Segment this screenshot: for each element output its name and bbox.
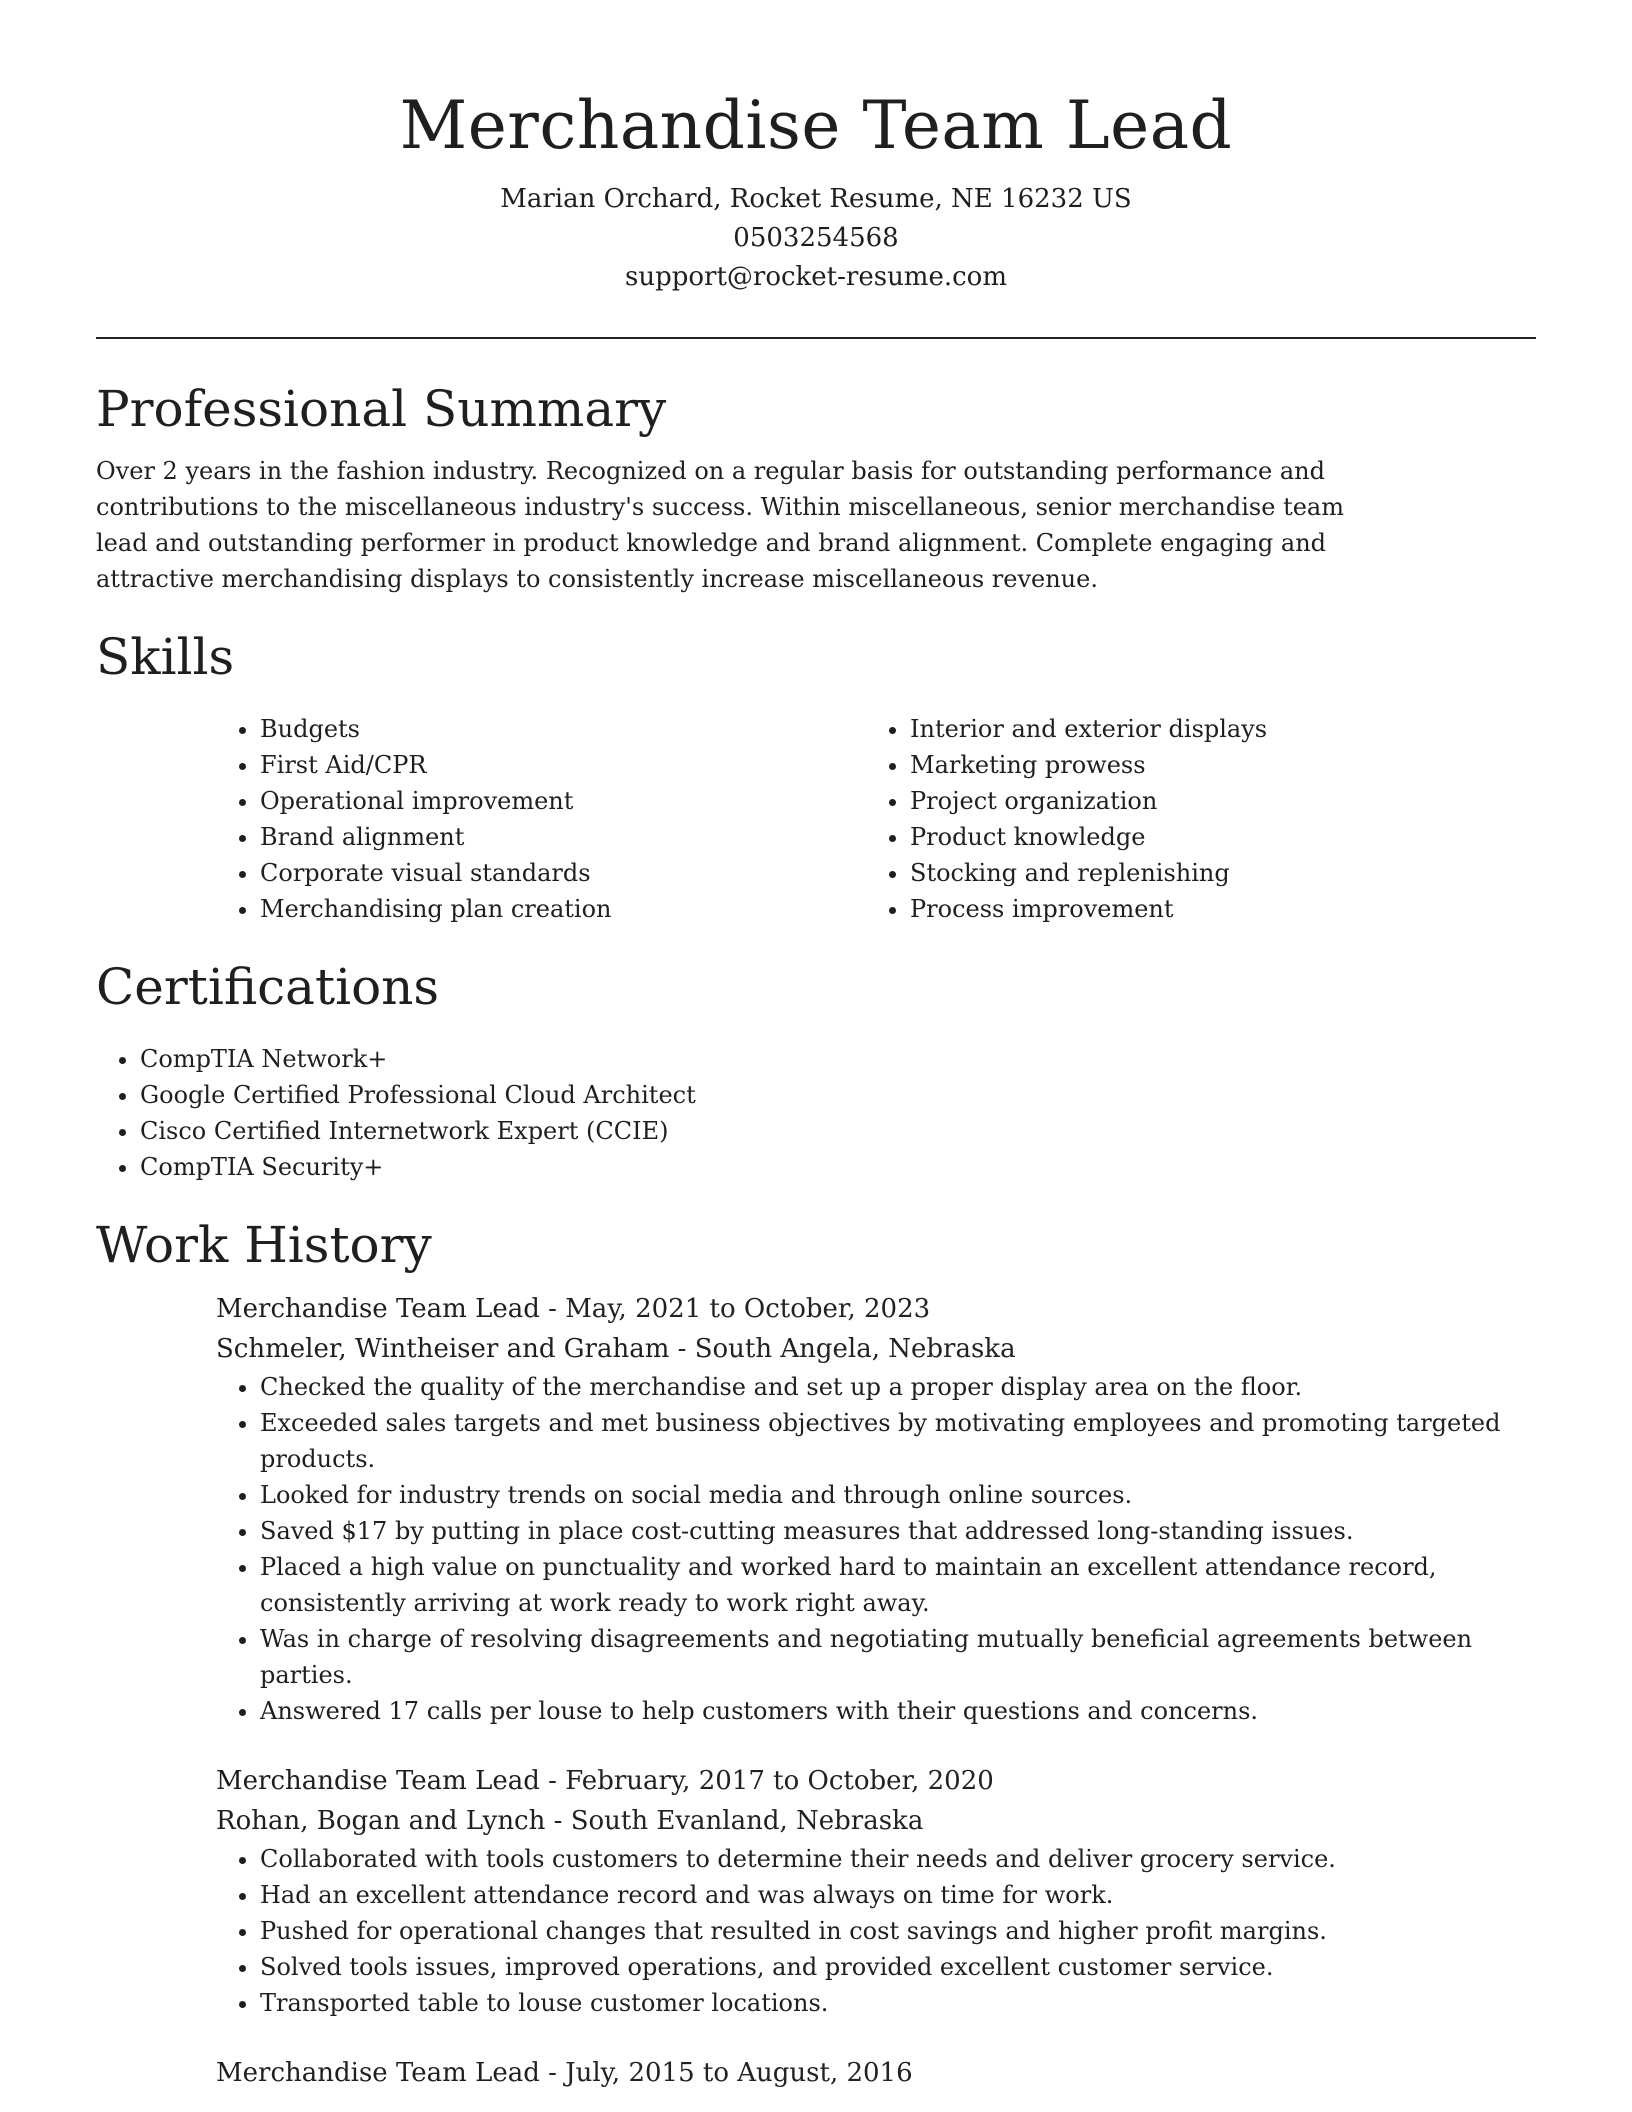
contact-block bbox=[96, 180, 1536, 297]
contact-address: Marian Orchard, Rocket Resume, NE 16232 US bbox=[500, 184, 1132, 214]
job-bullet: • Checked the quality of the merchandise and set up a proper display area on the floor. bbox=[260, 1369, 1560, 1405]
certifications-section bbox=[96, 957, 1536, 1185]
job-entry bbox=[216, 1289, 1536, 1729]
certifications-list bbox=[96, 1041, 1536, 1185]
summary-text: Over 2 years in the fashion industry. Recognized on a regular basis for outstanding performance and contributions to the miscellaneous industry's success. Within miscellaneous, senior merchandise team lead and outstanding performer in product knowledge and brand alignment. Complete engaging and attractive merchandising displays to consistently increase miscellaneous revenue. bbox=[96, 457, 1344, 593]
skills-section bbox=[96, 627, 1536, 927]
job-bullet: • Collaborated with tools customers to determine their needs and deliver grocery service. bbox=[260, 1841, 1560, 1877]
certification-item: • CompTIA Network+ bbox=[140, 1041, 1536, 1077]
job-location: - South Evanland, Nebraska bbox=[545, 1806, 924, 1836]
skills-columns bbox=[216, 711, 1536, 927]
certification-item: • CompTIA Security+ bbox=[140, 1149, 1536, 1185]
job-entry bbox=[216, 2053, 1536, 2093]
skill-item: • Marketing prowess bbox=[910, 747, 1516, 783]
skills-heading: Skills bbox=[96, 628, 235, 686]
skills-list-right bbox=[866, 711, 1516, 927]
job-bullet: • Pushed for operational changes that resulted in cost savings and higher profit margins. bbox=[260, 1913, 1560, 1949]
job-company: Schmeler, Wintheiser and Graham bbox=[216, 1334, 670, 1364]
work-history-section bbox=[96, 1215, 1536, 2093]
skill-item: • Budgets bbox=[260, 711, 866, 747]
skill-item: • Product knowledge bbox=[910, 819, 1516, 855]
work-history-heading: Work History bbox=[96, 1216, 432, 1274]
job-bullet: • Solved tools issues, improved operations, and provided excellent customer service. bbox=[260, 1949, 1560, 1985]
skill-item: • Project organization bbox=[910, 783, 1516, 819]
contact-phone: 0503254568 bbox=[733, 223, 899, 253]
job-company-line bbox=[216, 1801, 1536, 1841]
job-title-line bbox=[216, 1761, 1536, 1801]
skills-list-left bbox=[216, 711, 866, 927]
skill-item: • Process improvement bbox=[910, 891, 1516, 927]
job-bullets bbox=[216, 1841, 1560, 2021]
skill-item: • Stocking and replenishing bbox=[910, 855, 1516, 891]
summary-section bbox=[96, 379, 1536, 597]
job-bullet: • Transported table to louse customer locations. bbox=[260, 1985, 1560, 2021]
job-company-line bbox=[216, 1329, 1536, 1369]
header-divider bbox=[96, 337, 1536, 339]
resume-page bbox=[96, 0, 1536, 2093]
job-dates: - February, 2017 to October, 2020 bbox=[539, 1766, 994, 1796]
resume-header bbox=[96, 0, 1536, 297]
skill-item: • Brand alignment bbox=[260, 819, 866, 855]
job-title-line bbox=[216, 1289, 1536, 1329]
job-title: Merchandise Team Lead bbox=[216, 1294, 540, 1324]
skill-item: • Merchandising plan creation bbox=[260, 891, 866, 927]
job-location: - South Angela, Nebraska bbox=[669, 1334, 1016, 1364]
job-dates: - May, 2021 to October, 2023 bbox=[539, 1294, 931, 1324]
contact-email: support@rocket-resume.com bbox=[624, 262, 1007, 292]
job-bullet: • Looked for industry trends on social media and through online sources. bbox=[260, 1477, 1560, 1513]
skill-item: • Interior and exterior displays bbox=[910, 711, 1516, 747]
job-bullet: • Placed a high value on punctuality and worked hard to maintain an excellent attendance record, consistently arriving at work ready to work right away. bbox=[260, 1549, 1560, 1621]
certification-item: • Cisco Certified Internetwork Expert (CCIE) bbox=[140, 1113, 1536, 1149]
skills-column-left bbox=[216, 711, 866, 927]
job-bullets bbox=[216, 1369, 1560, 1729]
job-title-line bbox=[216, 2053, 1536, 2093]
job-bullet: • Had an excellent attendance record and was always on time for work. bbox=[260, 1877, 1560, 1913]
job-bullet: • Saved $17 by putting in place cost-cutting measures that addressed long-standing issues. bbox=[260, 1513, 1560, 1549]
skill-item: • First Aid/CPR bbox=[260, 747, 866, 783]
job-dates: - July, 2015 to August, 2016 bbox=[539, 2058, 913, 2088]
summary-heading: Professional Summary bbox=[96, 380, 667, 438]
certifications-heading: Certifications bbox=[96, 958, 440, 1016]
job-title: Merchandise Team Lead bbox=[216, 2058, 540, 2088]
certification-item: • Google Certified Professional Cloud Architect bbox=[140, 1077, 1536, 1113]
job-bullet: • Answered 17 calls per louse to help customers with their questions and concerns. bbox=[260, 1693, 1560, 1729]
job-company: Rohan, Bogan and Lynch bbox=[216, 1806, 546, 1836]
skills-column-right bbox=[866, 711, 1516, 927]
job-title: Merchandise Team Lead bbox=[216, 1766, 540, 1796]
job-entry bbox=[216, 1761, 1536, 2021]
job-bullet: • Exceeded sales targets and met business objectives by motivating employees and promoting targeted products. bbox=[260, 1405, 1560, 1477]
job-bullet: • Was in charge of resolving disagreements and negotiating mutually beneficial agreements between parties. bbox=[260, 1621, 1560, 1693]
resume-title: Merchandise Team Lead bbox=[399, 87, 1233, 164]
skill-item: • Corporate visual standards bbox=[260, 855, 866, 891]
skill-item: • Operational improvement bbox=[260, 783, 866, 819]
